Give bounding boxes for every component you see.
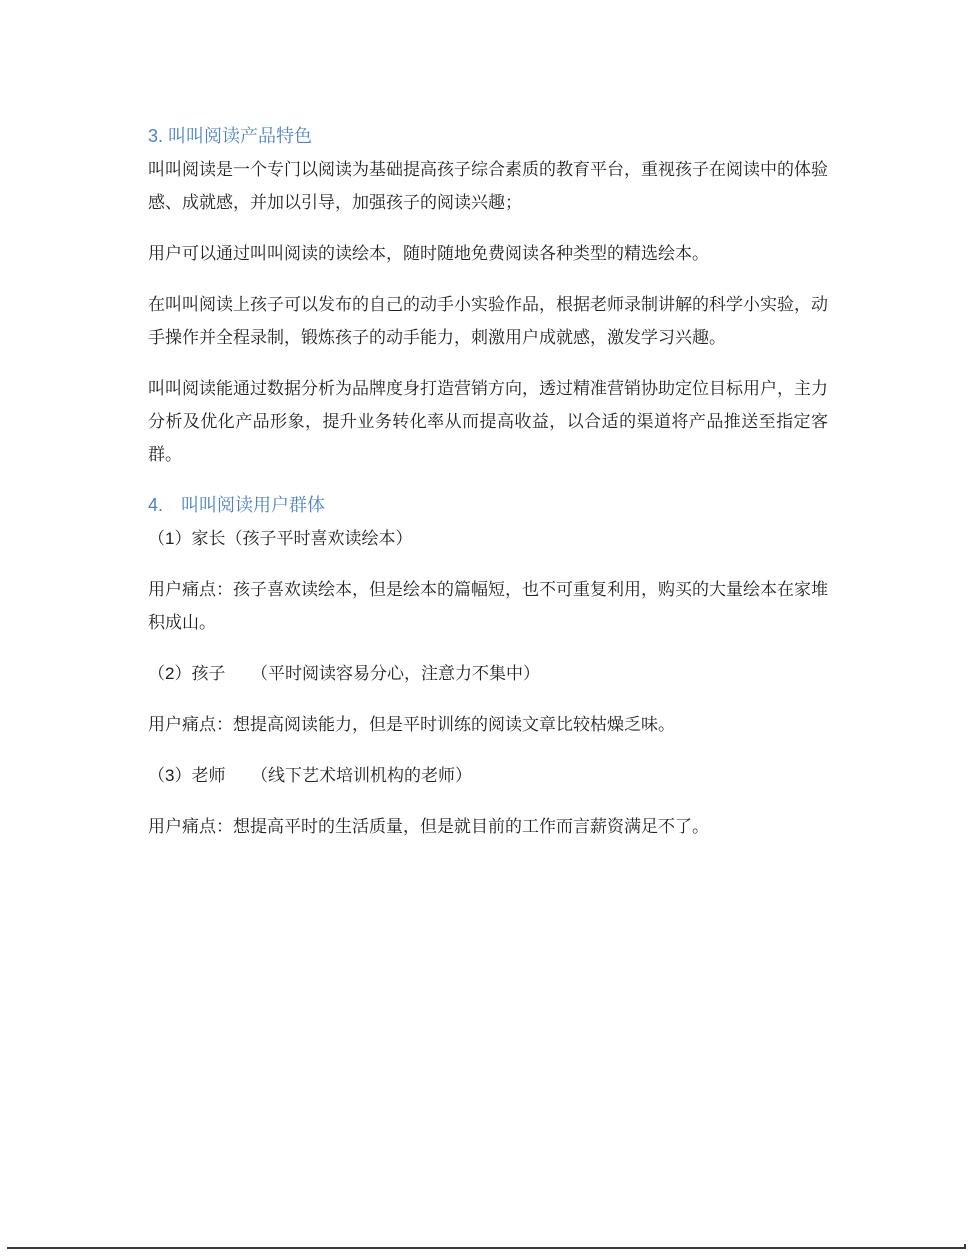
user-group-children: （2）孩子 （平时阅读容易分心，注意力不集中） [148, 664, 540, 683]
page-boundary-corner-tick [964, 1244, 966, 1249]
paragraph-experiments: 在叫叫阅读上孩子可以发布的自己的动手小实验作品，根据老师录制讲解的科学小实验，动手操作并全程录制，锻炼孩子的动手能力，刺激用户成就感，激发学习兴趣。 [148, 295, 828, 347]
user-group-parents: （1）家长（孩子平时喜欢读绘本） [148, 529, 413, 548]
pain-point-teachers: 用户痛点：想提高平时的生活质量，但是就目前的工作而言薪资满足不了。 [148, 817, 709, 836]
pain-point-parents: 用户痛点：孩子喜欢读绘本，但是绘本的篇幅短，也不可重复利用，购买的大量绘本在家堆积成山。 [148, 580, 828, 632]
paragraph-platform-intro: 叫叫阅读是一个专门以阅读为基础提高孩子综合素质的教育平台，重视孩子在阅读中的体验感、成就感，并加以引导，加强孩子的阅读兴趣； [148, 160, 828, 212]
user-group-teachers: （3）老师 （线下艺术培训机构的老师） [148, 766, 472, 785]
paragraph-picture-books: 用户可以通过叫叫阅读的读绘本，随时随地免费阅读各种类型的精选绘本。 [148, 244, 709, 263]
page-boundary-line [7, 1247, 966, 1249]
pain-point-children: 用户痛点：想提高阅读能力，但是平时训练的阅读文章比较枯燥乏味。 [148, 715, 675, 734]
section-heading-user-groups: 4. 叫叫阅读用户群体 [148, 495, 326, 515]
section-heading-product-features: 3. 叫叫阅读产品特色 [148, 126, 313, 146]
paragraph-data-marketing: 叫叫阅读能通过数据分析为品牌度身打造营销方向，透过精准营销协助定位目标用户，主力分析及优化产品形象，提升业务转化率从而提高收益，以合适的渠道将产品推送至指定客群。 [148, 379, 828, 464]
document-content [148, 120, 828, 843]
